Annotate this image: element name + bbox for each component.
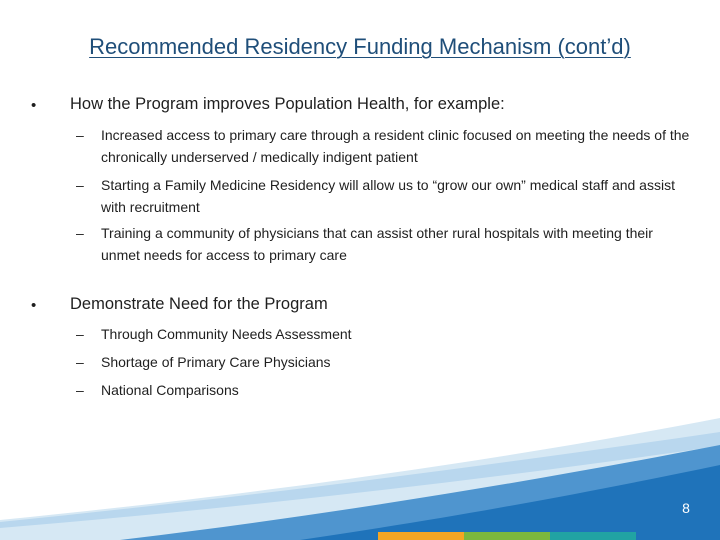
footer-bar-green	[464, 532, 550, 540]
sub-bullet-text: Training a community of physicians that can assist other rural hospitals with meeting their unmet needs for access to primary care	[101, 225, 653, 263]
page-number: 8	[682, 500, 690, 516]
dash-marker: –	[76, 127, 84, 143]
footer-bar-orange	[378, 532, 464, 540]
dash-marker: –	[76, 177, 84, 193]
bullet-text: How the Program improves Population Health, for example:	[70, 95, 505, 113]
sub-bullet-text: Shortage of Primary Care Physicians	[101, 354, 331, 370]
dash-marker: –	[76, 382, 84, 398]
sub-bullet-text: National Comparisons	[101, 382, 239, 398]
sub-bullet-text: Through Community Needs Assessment	[101, 326, 352, 342]
slide-title: Recommended Residency Funding Mechanism (cont’d)	[89, 34, 631, 59]
sub-bullet-text: Starting a Family Medicine Residency will allow us to “grow our own” medical staff and assist with recruitment	[101, 177, 675, 215]
sub-bullet-text: Increased access to primary care through a resident clinic focused on meeting the needs of the chronically underserved / medically indigent patient	[101, 127, 690, 165]
bullet-marker: •	[31, 297, 37, 314]
bullet-marker: •	[31, 97, 37, 114]
bullet-text: Demonstrate Need for the Program	[70, 295, 328, 313]
footer-bar-blue	[636, 532, 720, 540]
footer-bar-teal	[550, 532, 636, 540]
dash-marker: –	[76, 326, 84, 342]
dash-marker: –	[76, 354, 84, 370]
dash-marker: –	[76, 225, 84, 241]
